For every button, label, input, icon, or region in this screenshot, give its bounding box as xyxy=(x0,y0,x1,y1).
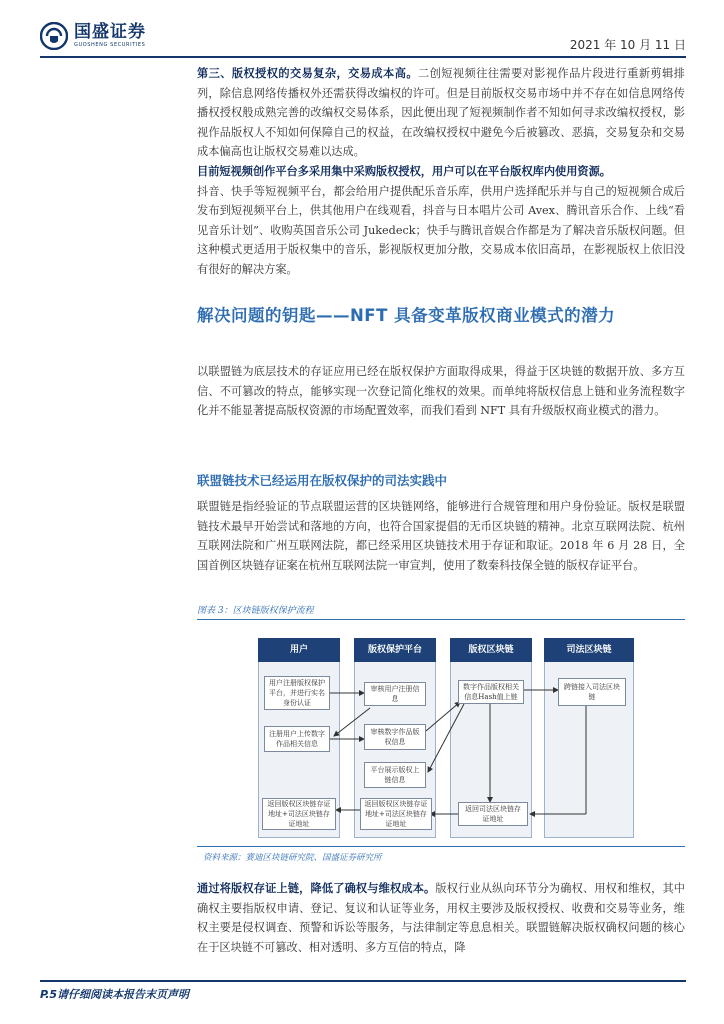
logo-english-name: GUOSHENG SECURITIES xyxy=(74,42,146,48)
paragraph-centralized-licensing xyxy=(197,162,685,280)
paragraph-lead: 目前短视频创作平台多采用集中采购版权授权，用户可以在平台版权库内使用资源。 xyxy=(197,164,611,178)
paragraph-lower-cost xyxy=(197,879,685,957)
column-header-user: 用户 xyxy=(258,638,340,662)
paragraph-lead: 第三、版权授权的交易复杂，交易成本高。 xyxy=(197,66,418,80)
guosheng-logo-icon xyxy=(40,22,68,50)
blockchain-copyright-flow-diagram xyxy=(258,638,644,838)
figure-bottom-rule xyxy=(197,846,685,847)
box-return-to-platform: 返回版权区块链存证地址+司法区块链存证地址 xyxy=(360,798,432,830)
paragraph-body: 二创短视频往往需要对影视作品片段进行重新剪辑排列，除信息网络传播权外还需获得改编权的许可。但是目前版权交易市场中并不存在如信息网络传播权授权般成熟完善的改编权交易体系，因此便出现了短视频制作者不知如何寻求改编权授权，影视作品版权人不知如何保障自己的权益，在改编权授权中避免今后被篡改、恶搞，交易复杂和交易成本偏高也让版权交易难以达成。 xyxy=(197,67,685,159)
page-footer: P.5请仔细阅读本报告末页声明 xyxy=(40,988,190,1001)
paragraph-nft-potential xyxy=(197,362,685,421)
box-user-register: 用户注册版权保护平台，并进行实名身份认证 xyxy=(264,676,330,710)
header-divider xyxy=(40,56,686,58)
figure-caption: 图表 3：区块链版权保护流程 xyxy=(197,606,314,616)
column-header-judicial-chain: 司法区块链 xyxy=(544,638,634,662)
box-review-user: 审核用户注册信息 xyxy=(364,682,426,706)
box-review-work: 审核数字作品版权信息 xyxy=(364,724,426,750)
paragraph-body: 抖音、快手等短视频平台，都会给用户提供配乐音乐库，供用户选择配乐并与自己的短视频合成后发布到短视频平台上，供其他用户在线观看，抖音与日本唱片公司 Avex、腾讯音乐合作、上线“看见音乐计划”、收购英国音乐公司 Jukedeck；快手与腾讯音娱合作都是为了解决音乐版权问题。但这种模式更适用于版权集中的音乐，影视版权更加分散，交易成本依旧高昂，在影视版权上依旧没有很好的解决方案。 xyxy=(197,184,685,276)
footer-divider xyxy=(40,980,686,982)
box-upload-work: 注册用户上传数字作品相关信息 xyxy=(264,726,330,752)
section-title: 解决问题的钥匙——NFT 具备变革版权商业模式的潜力 xyxy=(197,306,616,325)
box-cross-chain-judicial: 跨链接入司法区块链 xyxy=(558,678,626,706)
page-header xyxy=(0,0,724,62)
paragraph-body: 联盟链是指经验证的节点联盟运营的区块链网络，能够进行合规管理和用户身份验证。版权是联盟链技术最早开始尝试和落地的方向，也符合国家提倡的无币区块链的精神。北京互联网法院、杭州互联网法院和广州互联网法院，都已经采用区块链技术用于存证和取证。2018 年 6 月 28 日，全国首例区块链存证案在杭州互联网法院一审宣判，使用了数秦科技保全链的版权存证平台。 xyxy=(197,500,685,572)
box-hash-on-chain: 数字作品版权相关信息Hash值上链 xyxy=(458,680,524,704)
paragraph-body: 版权行业从纵向环节分为确权、用权和维权，其中确权主要指版权申请、登记、复议和认证等业务，用权主要涉及版权授权、收费和交易等业务，维权主要是侵权调查、预警和诉讼等服务，与法律制定等息息相关。联盟链解决版权确权问题的核心在于区块链不可篡改、相对透明、多方互信的特点，降 xyxy=(197,882,685,954)
subsection-title: 联盟链技术已经运用在版权保护的司法实践中 xyxy=(197,473,448,488)
figure-top-rule xyxy=(197,619,685,620)
paragraph-consortium-chain xyxy=(197,497,685,575)
company-logo xyxy=(40,22,146,50)
logo-chinese-name: 国盛证券 xyxy=(74,22,146,42)
box-return-to-user: 返回版权区块链存证地址+司法区块链存证地址 xyxy=(262,798,336,830)
report-date: 2021 年 10 月 11 日 xyxy=(569,38,686,52)
arrow-review-work-to-hash xyxy=(426,702,460,731)
box-return-judicial-address: 返回司法区块链存证地址 xyxy=(458,802,528,826)
box-platform-display: 平台展示版权上链信息 xyxy=(364,762,426,788)
paragraph-body: 以联盟链为底层技术的存证应用已经在版权保护方面取得成果，得益于区块链的数据开放、多方互信、不可篡改的特点，能够实现一次登记简化维权的效果。而单纯将版权信息上链和业务流程数字化并不能显著提高版权资源的市场配置效率，而我们看到 NFT 具有升级版权商业模式的潜力。 xyxy=(197,365,685,418)
paragraph-trading-complexity xyxy=(197,64,685,162)
figure-source: 资料来源：赛迪区块链研究院、国盛证券研究所 xyxy=(203,853,382,863)
column-header-copyright-chain: 版权区块链 xyxy=(450,638,532,662)
column-header-platform: 版权保护平台 xyxy=(354,638,436,662)
paragraph-lead: 通过将版权存证上链，降低了确权与维权成本。 xyxy=(197,881,436,895)
